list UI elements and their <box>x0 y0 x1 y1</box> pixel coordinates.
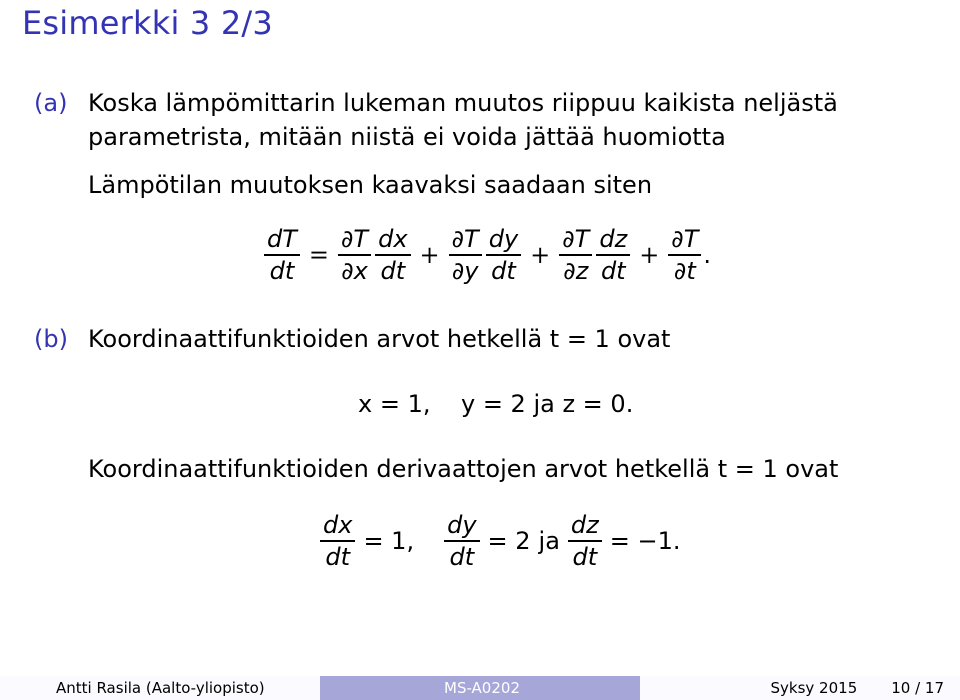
fraction-numerator: dz <box>570 511 599 539</box>
item-a-line3-text: Lämpötilan muutoksen kaavaksi saadaan siten <box>88 171 653 199</box>
chain-rule-equation <box>262 224 711 286</box>
footer-page-number: 10 / 17 <box>891 679 944 697</box>
fraction-dx-dt <box>375 224 410 286</box>
fraction-numerator: dy <box>488 225 519 253</box>
fraction-numerator: dT <box>267 225 297 253</box>
fraction-partial-T-z <box>559 224 592 286</box>
fraction-partial-T-t <box>668 224 701 286</box>
coordinate-values-text: x = 1, y = 2 ja z = 0. <box>358 390 634 418</box>
plus-sign: + <box>530 240 551 269</box>
fraction-dy-dt <box>444 510 479 572</box>
item-b-label: (b) <box>34 325 68 353</box>
slide-footer <box>0 676 960 700</box>
fraction-numerator: ∂T <box>341 225 369 253</box>
fraction-partial-T-x <box>338 224 371 286</box>
item-a-line2: parametrista, mitään niistä ei voida jättää huomiotta <box>88 123 726 151</box>
fraction-denominator: dt <box>449 542 475 571</box>
equals-sign: = <box>308 240 330 269</box>
conjunction-text: ja <box>538 526 560 555</box>
footer-term: Syksy 2015 <box>770 679 858 697</box>
footer-course: MS-A0202 <box>320 676 640 700</box>
fraction-denominator: dt <box>269 256 295 285</box>
fraction-dx-dt <box>320 510 355 572</box>
fraction-numerator: ∂T <box>562 225 590 253</box>
fraction-denominator: dt <box>380 256 406 285</box>
item-a-label: (a) <box>34 89 68 117</box>
fraction-partial-T-y <box>449 224 482 286</box>
fraction-denominator: dt <box>600 256 626 285</box>
fraction-numerator: ∂T <box>451 225 479 253</box>
footer-meta <box>640 676 960 700</box>
period: . <box>703 240 712 269</box>
item-a-text <box>88 86 928 154</box>
fraction-denominator: ∂y <box>451 256 479 285</box>
fraction-numerator: ∂T <box>671 225 699 253</box>
fraction-numerator: dz <box>599 225 628 253</box>
fraction-numerator: dx <box>323 511 353 539</box>
item-b-line2 <box>88 452 948 486</box>
fraction-denominator: dt <box>491 256 516 285</box>
slide-title: Esimerkki 3 2/3 <box>22 4 273 42</box>
plus-sign: + <box>419 240 440 269</box>
derivative-values-equation <box>318 510 681 572</box>
plus-sign: + <box>639 240 660 269</box>
rhs-value: = 2 <box>487 526 531 555</box>
fraction-dz-dt <box>568 510 602 572</box>
item-a-line3 <box>88 168 928 202</box>
coordinate-values-equation <box>358 390 633 418</box>
fraction-dz-dt <box>596 224 630 286</box>
fraction-dy-dt <box>486 224 521 286</box>
rhs-value: = −1. <box>609 526 681 555</box>
fraction-denominator: dt <box>572 542 598 571</box>
fraction-denominator: ∂x <box>341 256 368 285</box>
item-b-line1: Koordinaattifunktioiden arvot hetkellä t = 1 ovat <box>88 325 671 353</box>
item-b-line2-text: Koordinaattifunktioiden derivaattojen arvot hetkellä t = 1 ovat <box>88 455 839 483</box>
fraction-denominator: ∂t <box>673 256 696 285</box>
fraction-numerator: dx <box>378 225 408 253</box>
fraction-denominator: ∂z <box>563 256 589 285</box>
footer-author: Antti Rasila (Aalto-yliopisto) <box>0 676 320 700</box>
fraction-dT-dt <box>264 224 300 286</box>
item-a-line1: Koska lämpömittarin lukeman muutos riippuu kaikista neljästä <box>88 89 838 117</box>
fraction-denominator: dt <box>325 542 351 571</box>
fraction-numerator: dy <box>447 511 477 539</box>
rhs-value: = 1, <box>363 526 415 555</box>
